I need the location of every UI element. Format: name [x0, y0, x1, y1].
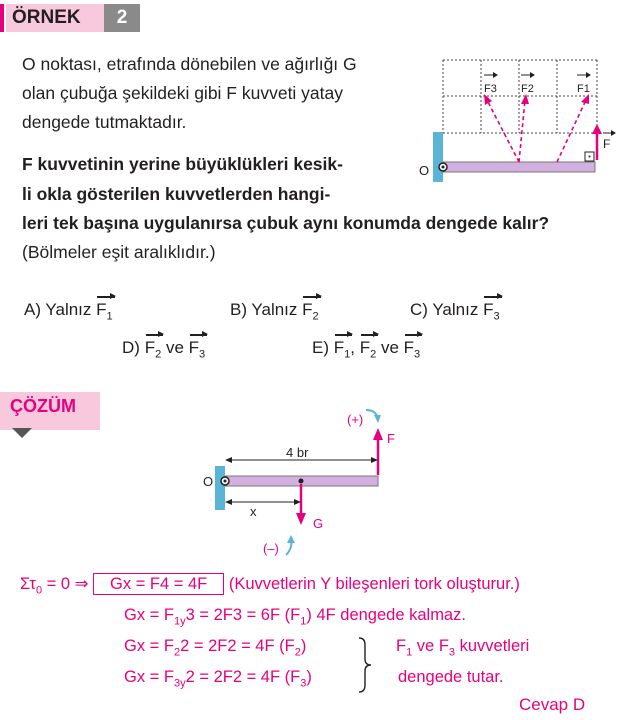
option-d-prefix: D) — [122, 338, 140, 357]
option-d[interactable]: D) $F_2$ ve $F_3$ — [122, 338, 206, 361]
solution-header — [0, 392, 100, 430]
question-line-1: O noktası, etrafında dönebilen ve ağırlığı G — [22, 54, 357, 74]
answer-label: Cevap D — [519, 695, 586, 714]
ccw-rotation-arrow-icon — [374, 415, 381, 423]
problem-figure — [412, 50, 632, 190]
option-e[interactable]: E) $F_1$, $F_2$ ve $F_3$ — [312, 338, 421, 361]
equation-line-4: $Gx = F_{3y}2 = 2F2 = 4F$ $(F_3)$ — [124, 668, 312, 690]
result-line-1: $F_1$ ve $F_3$ kuvvetleri — [396, 637, 530, 659]
option-b-prefix: B) Yalnız — [230, 300, 298, 319]
question-bold-3: leri tek başına uygulanırsa çubuk aynı konumda dengede kalır? — [22, 213, 550, 233]
center-of-mass — [299, 479, 304, 484]
f1-label: F1 — [577, 83, 590, 95]
vector-f3: $F_3$ — [403, 338, 421, 361]
equation-line-1: $\Sigma\tau_0 = 0$ ⇒ Gx = F4 = 4F (Kuvvetlerin Y bileşenleri tork oluşturur.) — [20, 575, 520, 597]
pivot-label: O — [419, 163, 430, 178]
question-line-2: olan çubuğa şekildeki gibi F kuvveti yatay — [22, 83, 344, 103]
force-f-arrow — [592, 124, 602, 134]
wall — [433, 132, 443, 182]
equation-line-2: $Gx = F_{1y}3 = 2F3 = 6F$ $(F_1)$ 4F dengede kalmaz. — [124, 606, 466, 628]
cw-rotation-arrow-icon — [287, 535, 295, 543]
weight-g-label: G — [313, 516, 324, 531]
option-e-prefix: E) — [312, 338, 329, 357]
option-a[interactable] — [24, 300, 113, 322]
equation-note: (Kuvvetlerin Y bileşenleri tork oluşturur.) — [228, 575, 520, 593]
pivot-label: O — [203, 474, 214, 489]
example-header — [0, 0, 145, 34]
f2-label: F2 — [521, 83, 534, 95]
force-f-label: F — [387, 431, 395, 446]
option-a-prefix: A) Yalnız — [24, 300, 92, 319]
option-c-prefix: C) Yalnız — [410, 300, 479, 319]
rod — [443, 162, 595, 172]
solution-down-arrow-icon — [12, 428, 32, 438]
question-bold-2: li okla gösterilen kuvvetlerden hangi- — [22, 184, 331, 204]
vector-f1: $F_1$ — [96, 300, 113, 323]
example-label: ÖRNEK — [6, 4, 104, 32]
f3-label: F3 — [484, 83, 497, 95]
vector-f2: $F_2$ — [144, 338, 162, 361]
plus-sign-label: (+) — [347, 412, 364, 427]
question-note: (Bölmeler eşit aralıklıdır.) — [22, 242, 216, 262]
x-distance-label: x — [250, 504, 257, 519]
example-number: 2 — [104, 4, 140, 32]
force-f-arrow — [373, 428, 383, 440]
question-line-3: dengede tutmaktadır. — [22, 112, 187, 132]
distance-label: 4 br — [286, 445, 309, 460]
result-line-2: dengede tutar. — [398, 668, 504, 686]
curly-brace — [356, 636, 376, 694]
option-b[interactable] — [230, 300, 319, 322]
solution-figure — [190, 400, 410, 565]
boxed-equation: Gx = F4 = 4F — [93, 573, 224, 595]
force-f-label: F — [603, 137, 611, 151]
minus-sign-label: (–) — [263, 541, 279, 556]
vector-f3: $F_3$ — [188, 338, 206, 361]
header-accent-bar — [0, 4, 4, 32]
question-bold-1: F kuvvetinin yerine büyüklükleri kesik- — [22, 154, 343, 174]
question-text — [22, 50, 357, 137]
vector-f3: $F_3$ — [483, 300, 500, 323]
solution-label: ÇÖZÜM — [10, 396, 76, 416]
weight-g-arrow — [296, 513, 306, 525]
vector-f2: $F_2$ — [359, 338, 377, 361]
vector-f1: $F_1$ — [333, 338, 351, 361]
wall — [215, 466, 225, 510]
equation-line-3: $Gx = F_22 = 2F2 = 4F$ $(F_2)$ — [124, 637, 307, 659]
option-c[interactable] — [410, 300, 500, 322]
vector-f2: $F_2$ — [302, 300, 319, 323]
